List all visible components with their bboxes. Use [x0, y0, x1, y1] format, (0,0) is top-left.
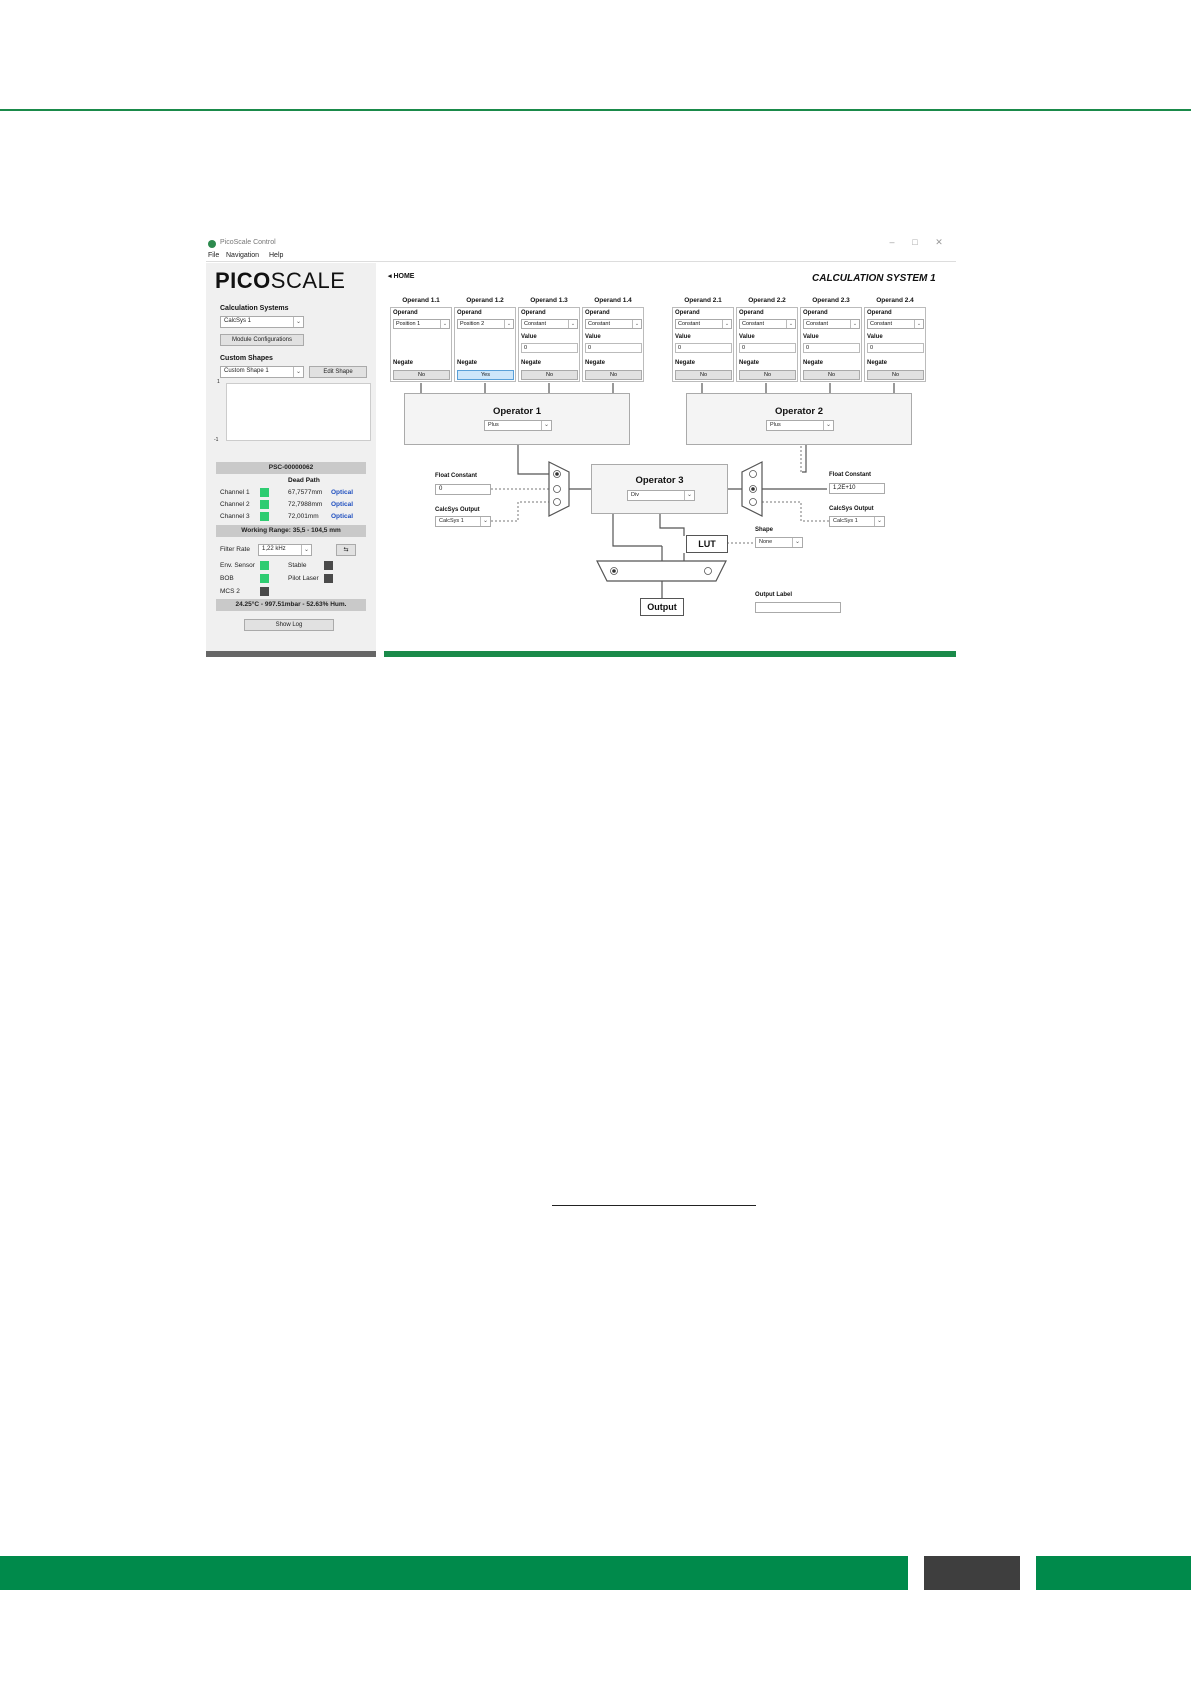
channel-type: Optical — [331, 489, 354, 496]
operand-label: Operand — [739, 310, 764, 316]
minimize-icon[interactable]: – — [889, 237, 895, 247]
operand-title: Operand 1.2 — [466, 297, 504, 304]
output-block: Output — [640, 598, 684, 616]
menu-navigation[interactable]: Navigation — [226, 252, 260, 259]
chevron-down-icon: ⌄ — [541, 421, 551, 430]
value-input[interactable]: 0 — [585, 343, 642, 353]
operand-title: Operand 2.3 — [812, 297, 850, 304]
maximize-icon[interactable]: □ — [912, 237, 918, 247]
value-input[interactable]: 0 — [521, 343, 578, 353]
negate-toggle[interactable]: No — [585, 370, 642, 380]
operand-title: Operand 2.4 — [876, 297, 914, 304]
chevron-down-icon: ⌄ — [914, 320, 923, 328]
picoscale-logo: PICOSCALE — [215, 268, 346, 293]
operand-label: Operand — [803, 310, 828, 316]
operand-label: Operand — [521, 310, 546, 316]
footer-bar-right — [1036, 1556, 1191, 1590]
operand-select[interactable]: Constant ⌄ — [739, 319, 796, 329]
channel-dead-path: 72,001mm — [288, 513, 319, 520]
footnote-rule — [552, 1205, 756, 1206]
operand-select[interactable]: Position 2 ⌄ — [457, 319, 514, 329]
shape-axis-top: 1 — [217, 379, 220, 385]
chevron-down-icon: ⌄ — [722, 320, 731, 328]
operand-select[interactable]: Position 1 ⌄ — [393, 319, 450, 329]
custom-shape-select[interactable]: Custom Shape 1 ⌄ — [220, 366, 304, 378]
operand-card — [800, 307, 862, 382]
chevron-left-icon: ◂ — [388, 273, 394, 280]
shape-label: Shape — [755, 527, 774, 533]
operand-title: Operand 2.2 — [748, 297, 786, 304]
float-constant-label: Float Constant — [435, 473, 477, 479]
operand-select[interactable]: Constant ⌄ — [675, 319, 732, 329]
calcsys-output-select[interactable]: CalcSys 1 ⌄ — [435, 516, 491, 527]
negate-label: Negate — [675, 360, 696, 366]
operand-select[interactable]: Constant ⌄ — [521, 319, 578, 329]
app-window — [206, 236, 956, 660]
device-id: PSC-00000062 — [216, 462, 366, 474]
value-label: Value — [585, 334, 601, 340]
channel-type: Optical — [331, 513, 354, 520]
negate-toggle[interactable]: Yes — [457, 370, 514, 380]
custom-shapes-label: Custom Shapes — [220, 355, 273, 362]
operand-label: Operand — [393, 310, 418, 316]
lut-block[interactable]: LUT — [686, 535, 728, 553]
chevron-down-icon: ⌄ — [850, 320, 859, 328]
chevron-down-icon: ⌄ — [823, 421, 833, 430]
output-label-caption: Output Label — [755, 592, 792, 598]
operand-card — [864, 307, 926, 382]
operand-select[interactable]: Constant ⌄ — [867, 319, 924, 329]
chevron-down-icon: ⌄ — [632, 320, 641, 328]
chevron-down-icon: ⌄ — [874, 517, 884, 526]
operator-1-block — [404, 393, 630, 445]
negate-label: Negate — [457, 360, 478, 366]
value-input[interactable]: 0 — [675, 343, 732, 353]
home-link[interactable]: ◂ HOME — [388, 273, 415, 280]
operator-3-select[interactable]: Div ⌄ — [627, 490, 695, 501]
operator-1-title: Operator 1 — [492, 406, 542, 417]
operand-label: Operand — [457, 310, 482, 316]
operator-3-block — [591, 464, 728, 514]
operator-2-select[interactable]: Plus ⌄ — [766, 420, 834, 431]
dead-path-label: Dead Path — [288, 477, 320, 484]
operand-title: Operand 2.1 — [684, 297, 722, 304]
working-range: Working Range: 35,5 - 104,5 mm — [216, 525, 366, 537]
channel-name: Channel 3 — [220, 513, 250, 520]
operand-title: Operand 1.4 — [594, 297, 632, 304]
show-log-button[interactable]: Show Log — [244, 619, 334, 631]
filter-rate-apply-button[interactable]: ⇆ — [336, 544, 356, 556]
operator-2-title: Operator 2 — [774, 406, 824, 417]
shape-axis-bottom: -1 — [214, 437, 219, 443]
edit-shape-button[interactable]: Edit Shape — [309, 366, 367, 378]
negate-toggle[interactable]: No — [675, 370, 732, 380]
negate-label: Negate — [521, 360, 542, 366]
header-rule — [0, 109, 1191, 111]
value-label: Value — [867, 334, 883, 340]
menu-file[interactable]: File — [208, 252, 220, 259]
environment-readout: 24.25°C - 997.51mbar - 52.63% Hum. — [216, 599, 366, 611]
float-constant-input[interactable]: 0 — [435, 484, 491, 495]
close-icon[interactable]: ✕ — [935, 237, 943, 247]
value-label: Value — [521, 334, 537, 340]
window-title: PicoScale Control — [220, 239, 276, 246]
float-constant-input[interactable]: 1,2E+10 — [829, 483, 885, 494]
calc-system-select[interactable]: CalcSys 1 ⌄ — [220, 316, 304, 328]
value-label: Value — [739, 334, 755, 340]
mcs2-label: MCS 2 — [220, 588, 240, 595]
pilot-laser-label: Pilot Laser — [288, 575, 319, 582]
chevron-down-icon: ⌄ — [480, 517, 490, 526]
value-label: Value — [803, 334, 819, 340]
chevron-down-icon: ⌄ — [301, 545, 311, 555]
negate-toggle[interactable]: No — [803, 370, 860, 380]
operand-title: Operand 1.3 — [530, 297, 568, 304]
channel-name: Channel 2 — [220, 501, 250, 508]
negate-toggle[interactable]: No — [739, 370, 796, 380]
operator-2-block — [686, 393, 912, 445]
negate-toggle[interactable]: No — [521, 370, 578, 380]
stable-label: Stable — [288, 562, 307, 569]
operand-title: Operand 1.1 — [402, 297, 440, 304]
chevron-down-icon: ⌄ — [440, 320, 449, 328]
negate-label: Negate — [867, 360, 888, 366]
calc-systems-label: Calculation Systems — [220, 305, 289, 312]
env-sensor-label: Env. Sensor — [220, 562, 255, 569]
calcsys-output-select[interactable]: CalcSys 1 ⌄ — [829, 516, 885, 527]
lut-shape-select[interactable]: None ⌄ — [755, 537, 803, 548]
negate-label: Negate — [393, 360, 414, 366]
operand-select[interactable]: Constant ⌄ — [803, 319, 860, 329]
chevron-down-icon: ⌄ — [792, 538, 802, 547]
operand-label: Operand — [867, 310, 892, 316]
operand-card — [518, 307, 580, 382]
bob-label: BOB — [220, 575, 234, 582]
float-constant-label: Float Constant — [829, 472, 871, 478]
operator-3-title: Operator 3 — [635, 475, 684, 486]
channel-dead-path: 67,7577mm — [288, 489, 323, 496]
operand-card — [390, 307, 452, 382]
channel-dead-path: 72,7988mm — [288, 501, 323, 508]
value-input[interactable]: 0 — [803, 343, 860, 353]
chevron-down-icon: ⌄ — [684, 491, 694, 500]
main-footer-bar — [384, 651, 956, 657]
filter-rate-label: Filter Rate — [220, 546, 250, 553]
operand-label: Operand — [675, 310, 700, 316]
chevron-down-icon: ⌄ — [293, 317, 303, 327]
footer-bar-left — [0, 1556, 908, 1590]
chevron-down-icon: ⌄ — [568, 320, 577, 328]
operand-select[interactable]: Constant ⌄ — [585, 319, 642, 329]
value-input[interactable]: 0 — [867, 343, 924, 353]
chevron-down-icon: ⌄ — [786, 320, 795, 328]
operand-label: Operand — [585, 310, 610, 316]
negate-toggle[interactable]: No — [393, 370, 450, 380]
channel-name: Channel 1 — [220, 489, 250, 496]
operand-card — [582, 307, 644, 382]
negate-label: Negate — [739, 360, 760, 366]
page-title: CALCULATION SYSTEM 1 — [812, 273, 936, 284]
negate-label: Negate — [585, 360, 606, 366]
page-number-box — [924, 1556, 1020, 1590]
module-configurations-button[interactable]: Module Configurations — [220, 334, 304, 346]
calcsys-output-label: CalcSys Output — [435, 507, 480, 513]
menu-help[interactable]: Help — [269, 252, 284, 259]
operand-card — [454, 307, 516, 382]
filter-rate-select[interactable]: 1,22 kHz ⌄ — [258, 544, 312, 556]
output-label-input[interactable] — [755, 602, 841, 613]
channel-type: Optical — [331, 501, 354, 508]
operand-card — [736, 307, 798, 382]
value-label: Value — [675, 334, 691, 340]
operand-card — [672, 307, 734, 382]
negate-toggle[interactable]: No — [867, 370, 924, 380]
chevron-down-icon: ⌄ — [293, 367, 303, 377]
calcsys-output-label: CalcSys Output — [829, 506, 874, 512]
negate-label: Negate — [803, 360, 824, 366]
value-input[interactable]: 0 — [739, 343, 796, 353]
operator-1-select[interactable]: Plus ⌄ — [484, 420, 552, 431]
chevron-down-icon: ⌄ — [504, 320, 513, 328]
